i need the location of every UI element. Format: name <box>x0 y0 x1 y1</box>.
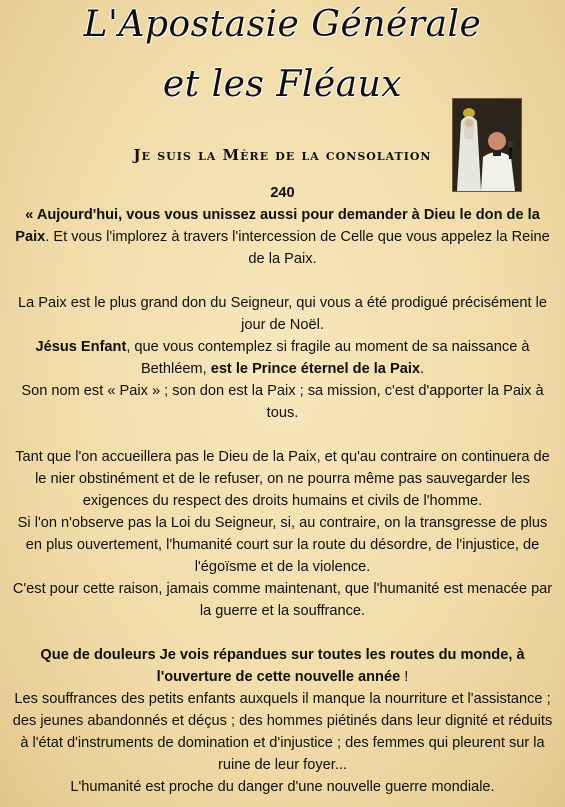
paragraph-2-text: , que vous contemplez si fragile au moment de sa naissance à Bethléem, <box>126 339 530 377</box>
paragraph-4-end: ! <box>400 669 409 685</box>
message-body <box>8 182 557 798</box>
paragraph-3-line-3: C'est pour cette raison, jamais comme maintenant, que l'humanité est menacée par la guerre et la souffrance. <box>12 581 553 619</box>
paragraph-4-bold: Que de douleurs Je vois répandues sur toutes les routes du monde, à l'ouverture de cette nouvelle année <box>40 647 525 685</box>
paragraph-1-text: . Et vous l'implorez à travers l'intercession de Celle que vous appelez la Reine de la Paix. <box>45 229 550 267</box>
paragraph-2-end: . <box>420 361 425 377</box>
section-heading: Je suis la Mère de la consolation <box>133 146 432 164</box>
photo-illustration <box>453 99 521 191</box>
paragraph-1 <box>8 204 557 270</box>
paragraph-2-bold-2: est le Prince éternel de la Paix <box>210 361 420 377</box>
paragraph-3-line-2: Si l'on n'observe pas la Loi du Seigneur, si, au contraire, on la transgresse de plus en plus ouvertement, l'humanité court sur la route du désordre, de l'injustice, de l'égoïsme et de la violence. <box>17 515 548 575</box>
page-title-line2: et les Fléaux <box>162 64 403 105</box>
paragraph-2-line-3: Son nom est « Paix » ; son don est la Paix ; sa mission, c'est d'apporter la Paix à tous. <box>21 383 544 421</box>
paragraph-3-line-1: Tant que l'on accueillera pas le Dieu de la Paix, et qu'au contraire on continuera de le nier obstinément et de le refuser, on ne pourra même pas sauvegarder les exigences du respect des droits humains et civils de l'homme. <box>15 449 550 509</box>
paragraph-4-line-1 <box>8 644 557 688</box>
paragraph-1-bold: « Aujourd'hui, vous vous unissez aussi pour demander à Dieu le don de la Paix <box>15 207 540 245</box>
paragraph-2-line-2 <box>8 336 557 380</box>
page-title-line1: L'Apostasie Générale <box>83 4 482 45</box>
paragraph-2-bold-1: Jésus Enfant <box>35 339 127 355</box>
paragraph-4-line-2: Les souffrances des petits enfants auxquels il manque la nourriture et l'assistance ; des jeunes abandonnés et déçus ; des hommes piétinés dans leur dignité et réduits à l'état d'instruments de domination et d'injustice ; des femmes qui pleurent sur la ruine de leur foyer... <box>12 691 553 773</box>
madonna-and-priest-photo <box>452 98 522 192</box>
paragraph-4-line-3: L'humanité est proche du danger d'une nouvelle guerre mondiale. <box>70 779 495 795</box>
message-number: 240 <box>270 185 295 201</box>
paragraph-2-line-1: La Paix est le plus grand don du Seigneur, qui vous a été prodigué précisément le jour de Noël. <box>18 295 547 333</box>
